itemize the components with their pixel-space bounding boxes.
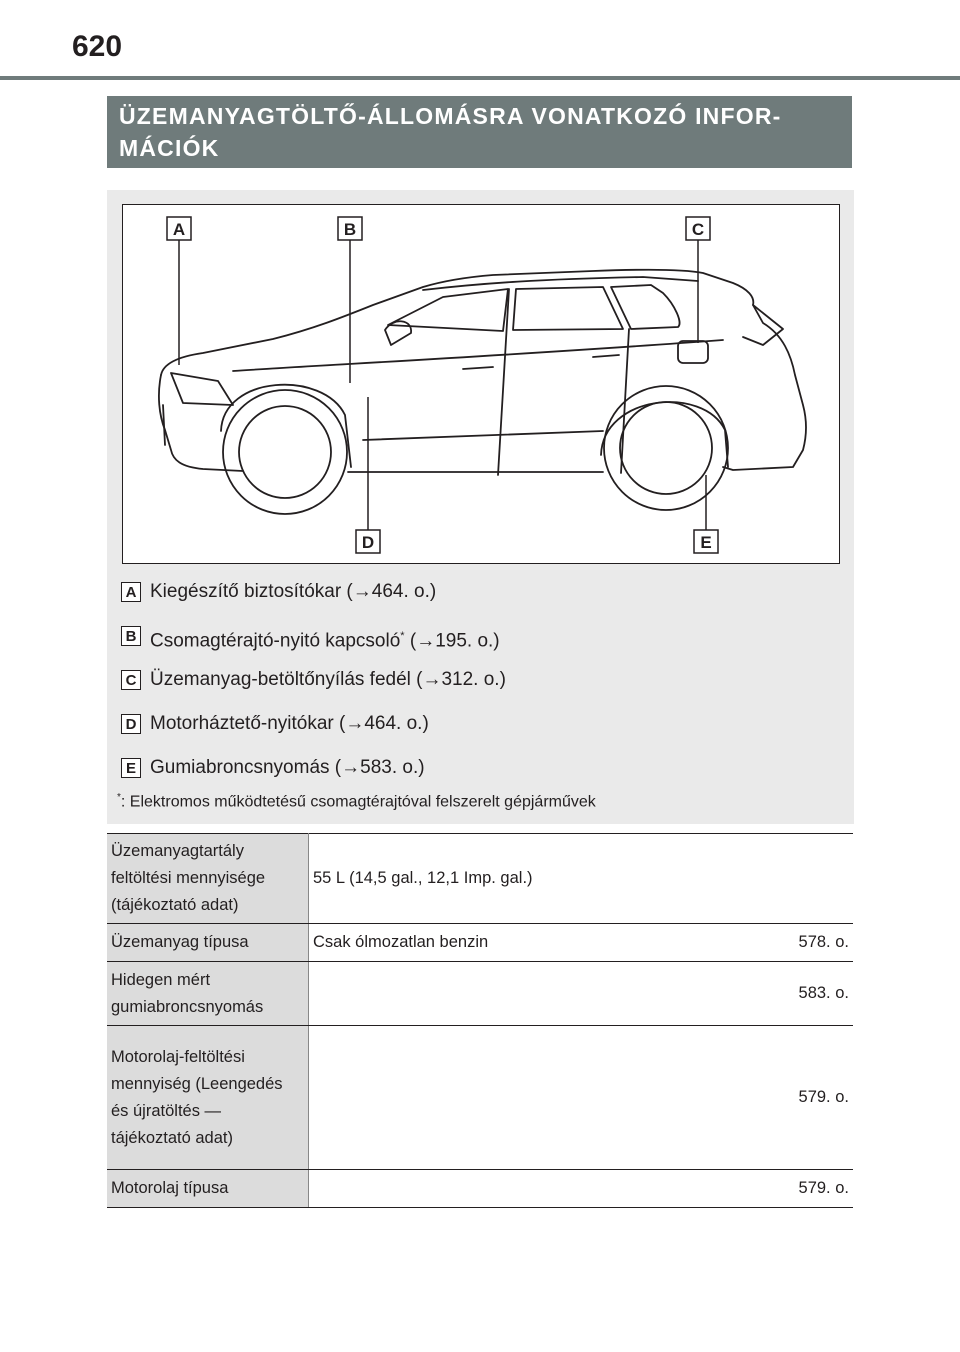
figure-panel — [107, 190, 854, 824]
fuel-info-table — [107, 833, 853, 1208]
arrow-icon: → — [422, 669, 442, 690]
table-row — [107, 962, 853, 1026]
row-page-ref: 579. o. — [749, 1170, 853, 1208]
table-row — [107, 1170, 853, 1208]
footnote-mark: * — [117, 792, 121, 803]
legend-key: C — [121, 670, 141, 690]
legend-text: Gumiabroncsnyomás (→583. o.) — [150, 757, 425, 778]
row-page-ref — [749, 834, 853, 924]
asterisk-mark: * — [400, 630, 405, 642]
row-label: Motorolaj típusa — [107, 1170, 309, 1208]
arrow-icon: → — [345, 713, 365, 734]
figure-legend — [121, 579, 506, 799]
legend-text: Motorháztető-nyitókar (→464. o.) — [150, 713, 429, 734]
callout-b: B — [343, 220, 357, 239]
legend-item — [121, 711, 506, 755]
row-label: Üzemanyagtartály feltöltési mennyisége (tájékoztató adat) — [107, 834, 309, 924]
arrow-icon: → — [341, 757, 361, 778]
row-page-ref: 578. o. — [749, 924, 853, 962]
callout-c: C — [691, 220, 705, 239]
row-value — [309, 962, 750, 1026]
row-value — [309, 1026, 750, 1170]
legend-key: B — [121, 626, 141, 646]
legend-text: Kiegészítő biztosítókar (→464. o.) — [150, 581, 437, 602]
legend-item — [121, 667, 506, 711]
row-page-ref: 579. o. — [749, 1026, 853, 1170]
section-title-line2: MÁCIÓK — [119, 135, 220, 161]
legend-item — [121, 579, 506, 623]
arrow-icon: → — [416, 630, 436, 652]
legend-text: Csomagtérajtó-nyitó kapcsoló* (→195. o.) — [150, 630, 500, 652]
suv-side-view-illustration — [123, 205, 841, 565]
callout-a: A — [172, 220, 186, 239]
table-row — [107, 1026, 853, 1170]
callout-e: E — [700, 533, 712, 552]
footnote — [117, 792, 596, 811]
row-value — [309, 1170, 750, 1208]
legend-key: E — [121, 758, 141, 778]
row-value: 55 L (14,5 gal., 12,1 Imp. gal.) — [309, 834, 750, 924]
footnote-text: : Elektromos működtetésű csomagtérajtóval felszerelt gépjárművek — [120, 793, 596, 811]
row-label: Hidegen mért gumiabroncsnyomás — [107, 962, 309, 1026]
header-rule — [0, 76, 960, 80]
table-row — [107, 924, 853, 962]
legend-key: A — [121, 582, 141, 602]
row-label: Üzemanyag típusa — [107, 924, 309, 962]
row-value: Csak ólmozatlan benzin — [309, 924, 750, 962]
callout-d: D — [361, 533, 375, 552]
vehicle-illustration — [122, 204, 840, 564]
arrow-icon: → — [352, 581, 372, 602]
row-page-ref: 583. o. — [749, 962, 853, 1026]
section-header — [107, 96, 852, 168]
table-row — [107, 834, 853, 924]
page-number: 620 — [72, 30, 123, 63]
legend-key: D — [121, 714, 141, 734]
legend-text: Üzemanyag-betöltőnyílás fedél (→312. o.) — [150, 669, 506, 690]
section-title-line1: ÜZEMANYAGTÖLTŐ-ÁLLOMÁSRA VONATKOZÓ INFOR- — [119, 103, 782, 129]
legend-item — [121, 623, 506, 667]
row-label: Motorolaj-feltöltési mennyiség (Leengedés és újratöltés — tájékoztató adat) — [107, 1026, 309, 1170]
